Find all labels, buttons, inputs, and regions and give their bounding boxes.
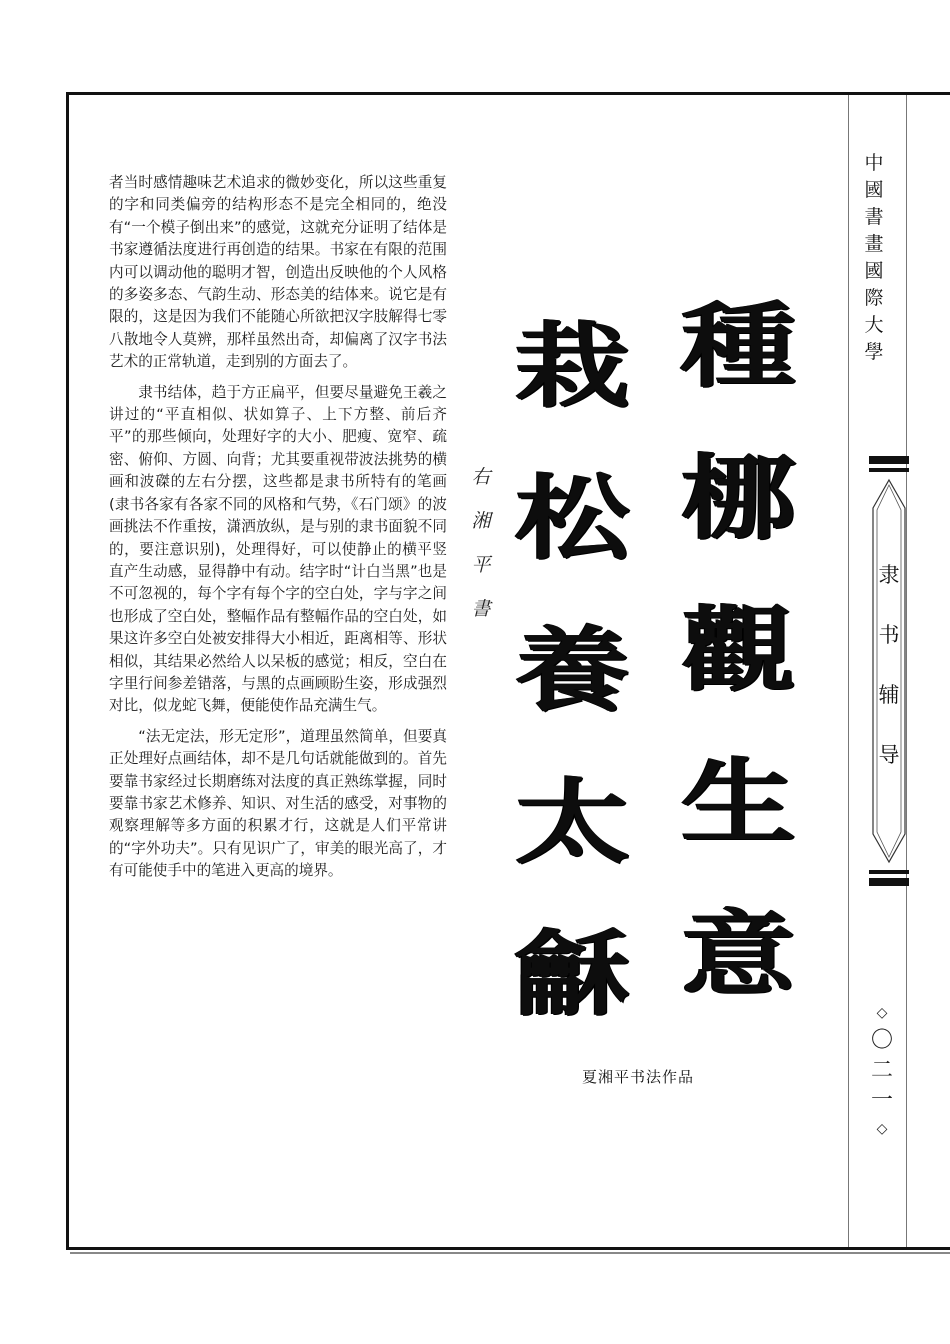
badge-top-bar-thin xyxy=(869,468,909,472)
page-number-block xyxy=(862,1000,902,1142)
calligraphy-char: 龢 xyxy=(514,920,625,1028)
signature-char: 右 xyxy=(471,466,491,488)
calligraphy-char: 太 xyxy=(514,768,625,876)
artist-signature xyxy=(467,455,495,631)
page-number: 〇二一 xyxy=(870,1028,893,1113)
series-title: 中國書畫國際大學 xyxy=(864,152,884,363)
artwork-caption: 夏湘平书法作品 xyxy=(582,1068,695,1086)
body-text xyxy=(109,172,447,883)
calligraphy-column-left xyxy=(500,290,640,1050)
diamond-ornament-icon: ◇ xyxy=(876,1121,888,1137)
paragraph-2: 隶书结体，趋于方正扁平，但要尽量避免王羲之讲过的“平直相似、状如算子、上下方整、前后齐平”的那些倾向，处理好字的大小、肥瘦、宽窄、疏密、俯仰、方圆、向背；尤其要重视带波法挑势的横画和波磔的左右分摆，这些都是隶书所特有的笔画(隶书各家有各家不同的风格和气势，《石门颂》的波画挑法不作重按，潇洒放纵，是与别的隶书面貌不同的，要注意识别)，处理得好，可以使静止的横平竖直产生动感，显得静中有动。结字时“计白当黑”也是不可忽视的，每个字有每个字的空白处，字与字之间也形成了空白处，整幅作品有整幅作品的空白处，如果这许多空白处被安排得大小相近，距离相等、形状相似，其结果必然给人以呆板的感觉；相反，空白在字里行间参差错落，与黑的点画顾盼生姿，形成强烈对比，似龙蛇飞舞，便能使作品充满生气。 xyxy=(109,383,447,715)
calligraphy-char: 種 xyxy=(680,292,791,400)
signature-char: 湘 xyxy=(471,510,491,532)
sidebar-rule-left xyxy=(848,95,849,1247)
calligraphy-column-right xyxy=(666,270,806,1030)
badge-top-bar xyxy=(869,456,909,464)
calligraphy-char: 養 xyxy=(514,616,625,724)
calligraphy-char: 梛 xyxy=(680,444,791,552)
signature-char: 書 xyxy=(471,598,491,620)
chapter-title: 隶书辅导 xyxy=(878,563,900,767)
paragraph-3: “法无定法，形无定形”，道理虽然简单，但要真正处理好点画结体，却不是几句话就能做到的。首先要靠书家经过长期磨练对法度的真正熟练掌握，同时要靠书家艺术修养、知识、对生活的感受，对事物的观察理解等多方面的积累才行，这就是人们平常讲的“字外功夫”。只有见识广了，审美的眼光高了，才有可能使手中的笔进入更高的境界。 xyxy=(109,727,447,880)
calligraphy-char: 觀 xyxy=(680,596,791,704)
calligraphy-char: 松 xyxy=(514,464,625,572)
calligraphy-char: 栽 xyxy=(514,312,625,420)
diamond-ornament-icon: ◇ xyxy=(876,1005,888,1021)
badge-bottom-bar-thin xyxy=(869,870,909,874)
paragraph-1: 者当时感情趣味艺术追求的微妙变化，所以这些重复的字和同类偏旁的结构形态不是完全相同的，绝没有“一个模子倒出来”的感觉，这就充分证明了结体是书家遵循法度进行再创造的结果。书家在有限的范围内可以调动他的聪明才智，创造出反映他的个人风格的多姿多态、气韵生动、形态美的结体来。说它是有限的，这是因为我们不能随心所欲把汉字肢解得七零八散地令人莫辨，那样虽然出奇，却偏离了汉字书法艺术的正常轨道，走到别的方面去了。 xyxy=(109,174,447,371)
calligraphy-char: 意 xyxy=(680,900,791,1008)
badge-bottom-bar xyxy=(869,878,909,886)
signature-char: 平 xyxy=(471,554,491,576)
calligraphy-char: 生 xyxy=(680,748,791,856)
